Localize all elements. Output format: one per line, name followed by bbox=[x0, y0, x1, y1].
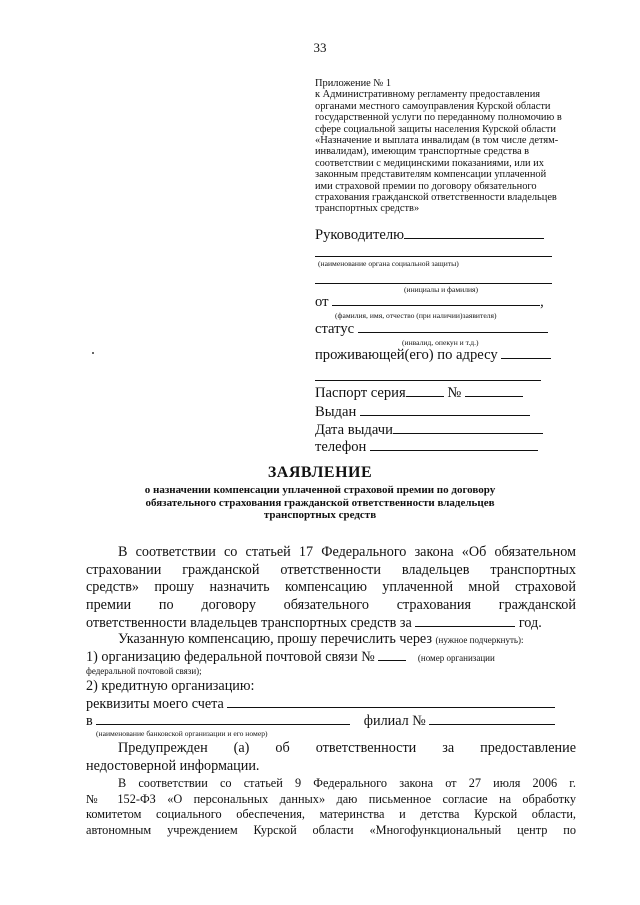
branch-label: филиал № bbox=[363, 713, 426, 729]
appendix-line: Приложение № 1 bbox=[315, 78, 392, 89]
appendix-line: сфере социальной защиты населения Курской области bbox=[315, 123, 556, 135]
appendix-line: страхования гражданской ответственности владельцев bbox=[315, 192, 557, 204]
subtitle-line: о назначении компенсации уплаченной страховой премии по договору bbox=[144, 484, 496, 496]
head-blank[interactable] bbox=[404, 226, 544, 239]
year-blank[interactable] bbox=[415, 614, 515, 627]
from-blank[interactable] bbox=[332, 293, 540, 306]
appendix-line: к Административному регламенту предоставления bbox=[315, 89, 541, 101]
bank-field bbox=[86, 712, 576, 731]
from-field bbox=[315, 293, 544, 311]
statement-subtitle bbox=[100, 484, 540, 522]
year-suffix: год. bbox=[518, 615, 542, 632]
issued-blank[interactable] bbox=[360, 403, 530, 416]
from-caption: (фамилия, имя, отчество (при наличии)заявителя) bbox=[335, 311, 497, 320]
issued-label: Выдан bbox=[315, 404, 357, 420]
transfer-text: Указанную компенсацию, прошу перечислить через bbox=[118, 631, 432, 647]
appendix-line: инвалидам), имеющим транспортные средства в bbox=[315, 146, 530, 158]
issue-date-blank[interactable] bbox=[393, 421, 543, 434]
option-bank-text: 2) кредитную организацию: bbox=[86, 678, 255, 694]
initials-line[interactable] bbox=[315, 283, 552, 284]
bank-prefix: в bbox=[86, 713, 93, 729]
option-post-note-b: федеральной почтовой связи); bbox=[86, 666, 202, 676]
from-comma: , bbox=[540, 294, 544, 310]
scan-speck bbox=[92, 352, 94, 354]
appendix-line: законным представителям компенсации уплаченной bbox=[315, 169, 547, 181]
appendix-line: соответствии с медицинскими показаниями, или их bbox=[315, 157, 544, 169]
branch-blank[interactable] bbox=[429, 712, 555, 725]
head-organ-line[interactable] bbox=[315, 256, 552, 257]
consent-line: автономным учреждением Курской области «Многофункциональный центр по bbox=[86, 822, 576, 837]
issue-date-field bbox=[315, 421, 543, 439]
warning-line: недостоверной информации. bbox=[86, 757, 260, 774]
head-caption: (наименование органа социальной защиты) bbox=[318, 259, 459, 268]
page-number: 33 bbox=[313, 40, 327, 55]
address-line-2[interactable] bbox=[315, 380, 541, 381]
issued-field bbox=[315, 403, 530, 421]
initials-caption: (инициалы и фамилия) bbox=[404, 285, 479, 294]
warning-paragraph bbox=[86, 740, 576, 775]
paragraph-request bbox=[86, 544, 576, 633]
passport-field bbox=[315, 384, 523, 402]
head-field bbox=[315, 226, 544, 244]
status-caption: (инвалид, опекун и т.д.) bbox=[402, 338, 479, 347]
statement-title: ЗАЯВЛЕНИЕ bbox=[267, 464, 373, 481]
option-bank[interactable] bbox=[86, 678, 254, 696]
post-number-blank[interactable] bbox=[378, 648, 406, 661]
subtitle-line: обязательного страхования гражданской ответственности владельцев bbox=[145, 496, 495, 509]
bank-name-blank[interactable] bbox=[96, 712, 350, 725]
address-blank[interactable] bbox=[501, 346, 551, 359]
paragraph-line: средств» прошу назначить компенсацию уплаченной мной страховой bbox=[86, 579, 576, 596]
phone-field bbox=[315, 438, 538, 456]
paragraph-line: премии по договору обязательного страхования гражданской bbox=[86, 596, 576, 613]
phone-blank[interactable] bbox=[370, 438, 538, 451]
appendix-reference bbox=[315, 78, 577, 215]
address-field bbox=[315, 346, 551, 364]
option-post-text: 1) организацию федеральной почтовой связи № bbox=[86, 649, 375, 665]
issue-date-label: Дата выдачи bbox=[315, 422, 393, 438]
appendix-line: государственной услуги по переданному полномочию в bbox=[315, 112, 562, 124]
consent-line: комитетом социального обеспечения, материнства и детства Курской области, bbox=[86, 807, 576, 822]
consent-line: В соответствии со статьей 9 Федерального закона от 27 июля 2006 г. bbox=[118, 776, 576, 790]
transfer-note: (нужное подчеркнуть): bbox=[435, 635, 524, 645]
passport-number-blank[interactable] bbox=[465, 384, 523, 397]
passport-series-label: Паспорт серия bbox=[315, 385, 406, 401]
passport-number-label: № bbox=[447, 385, 462, 401]
account-label: реквизиты моего счета bbox=[86, 696, 224, 712]
status-label: статус bbox=[315, 321, 355, 337]
appendix-line: «Назначение и выплата инвалидам (в том числе детям- bbox=[315, 135, 559, 147]
account-blank[interactable] bbox=[227, 695, 555, 708]
from-label: от bbox=[315, 294, 329, 310]
subtitle-line: транспортных средств bbox=[263, 509, 377, 521]
appendix-line: ими страховой премии по договору обязательного bbox=[315, 180, 537, 192]
passport-series-blank[interactable] bbox=[406, 384, 444, 397]
consent-paragraph bbox=[86, 776, 576, 838]
appendix-line: органами местного самоуправления Курской области bbox=[315, 100, 551, 112]
bank-caption: (наименование банковской организации и его номер) bbox=[96, 729, 268, 738]
phone-label: телефон bbox=[315, 439, 367, 455]
status-blank[interactable] bbox=[358, 320, 548, 333]
paragraph-line: страховании гражданской ответственности владельцев транспортных bbox=[86, 561, 576, 578]
transfer-method bbox=[86, 631, 576, 650]
account-field bbox=[86, 695, 576, 714]
head-label: Руководителю bbox=[315, 227, 405, 243]
warning-line: Предупрежден (а) об ответственности за предоставление bbox=[118, 740, 576, 756]
appendix-line: транспортных средств» bbox=[315, 203, 420, 215]
status-field bbox=[315, 320, 548, 338]
address-label: проживающей(его) по адресу bbox=[315, 347, 498, 363]
paragraph-line: В соответствии со статьей 17 Федерального закона «Об обязательном bbox=[118, 544, 576, 560]
option-post-note-a: (номер организации bbox=[417, 653, 495, 663]
consent-line: № 152-ФЗ «О персональных данных» даю письменное согласие на обработку bbox=[86, 791, 576, 806]
year-prefix: ответственности владельцев транспортных средств за bbox=[86, 615, 412, 632]
